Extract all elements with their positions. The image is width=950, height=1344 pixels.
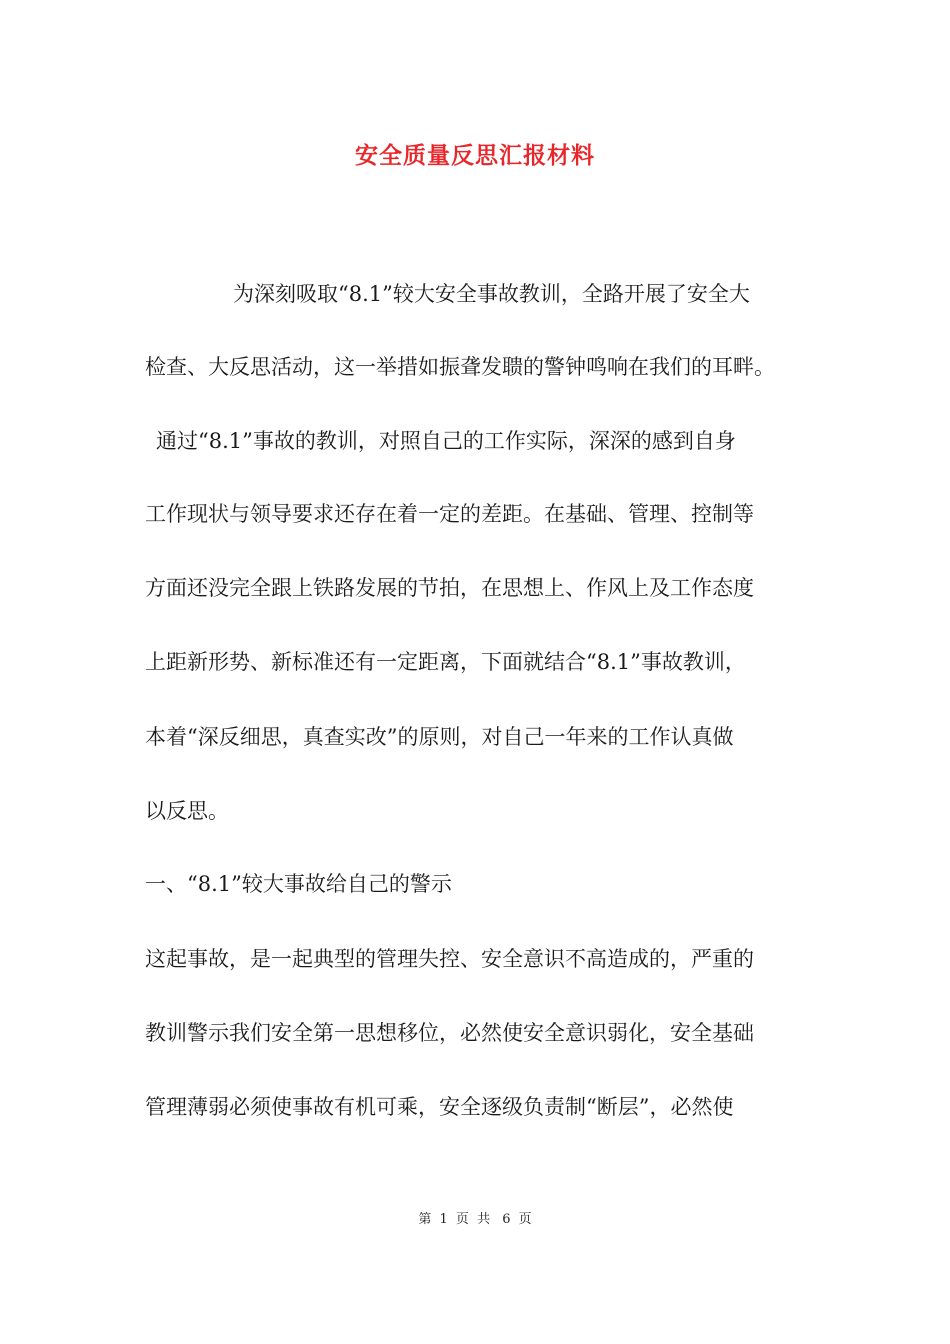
paragraph-line-6: 上距新形势、新标准还有一定距离，下面就结合“8.1”事故教训， [145,650,746,674]
paragraph-line-3: 通过“8.1”事故的教训，对照自己的工作实际，深深的感到自身 [156,429,736,453]
paragraph-line-12: 管理薄弱必须使事故有机可乘，安全逐级负责制“断层”，必然使 [145,1095,734,1119]
paragraph-line-7: 本着“深反细思，真查实改”的原则，对自己一年来的工作认真做 [145,725,734,749]
paragraph-line-10: 这起事故，是一起典型的管理失控、安全意识不高造成的，严重的 [145,947,754,971]
paragraph-line-1: 为深刻吸取“8.1”较大安全事故教训，全路开展了安全大 [233,282,750,306]
footer-page-word: 页 [455,1212,469,1227]
footer-current-page: 1 [439,1212,448,1227]
paragraph-line-11: 教训警示我们安全第一思想移位，必然使安全意识弱化，安全基础 [145,1021,754,1045]
footer-total-pages: 6 [502,1212,511,1227]
paragraph-line-8: 以反思。 [145,799,229,823]
document-title: 安全质量反思汇报材料 [355,142,595,169]
paragraph-line-4: 工作现状与领导要求还存在着一定的差距。在基础、管理、控制等 [145,502,754,526]
footer-total-word: 共 [477,1212,491,1227]
section-heading-1: 一、“8.1”较大事故给自己的警示 [145,872,452,896]
footer-prefix: 第 [418,1212,432,1227]
footer-suffix: 页 [518,1212,532,1227]
paragraph-line-2: 检查、大反思活动，这一举措如振聋发聩的警钟鸣响在我们的耳畔。 [145,355,775,379]
paragraph-line-5: 方面还没完全跟上铁路发展的节拍，在思想上、作风上及工作态度 [145,576,754,600]
page-footer [0,1208,950,1227]
